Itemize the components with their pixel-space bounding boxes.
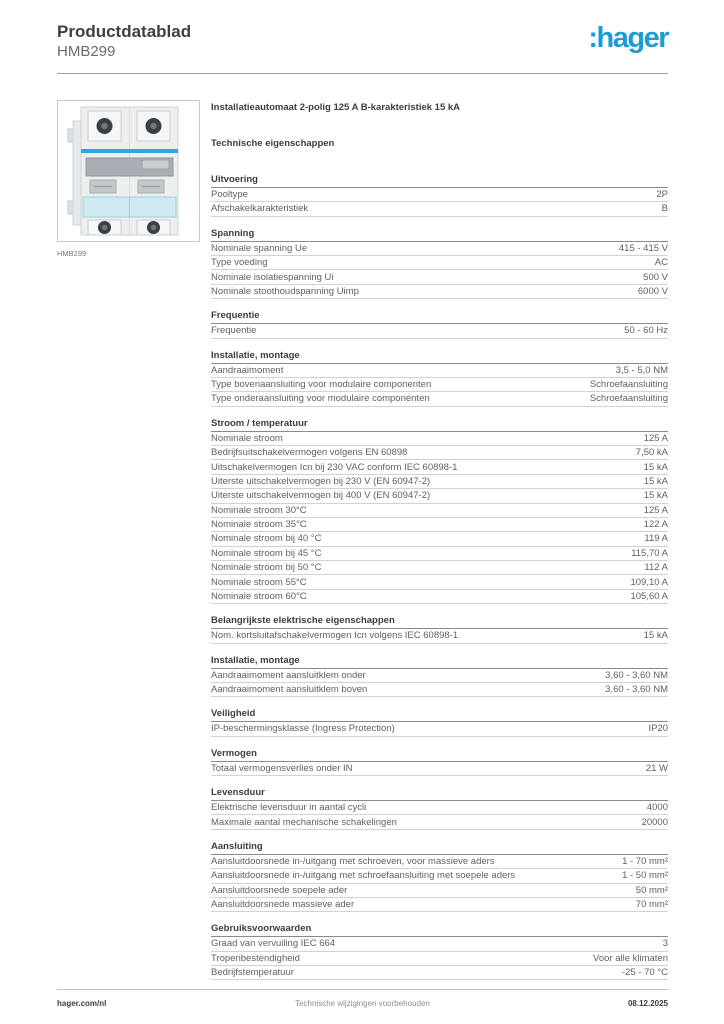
spec-row xyxy=(211,952,668,966)
spec-row-value: 119 A xyxy=(644,533,668,545)
spec-row-value: 115,70 A xyxy=(631,547,668,559)
spec-section xyxy=(211,923,668,980)
page-header xyxy=(57,22,668,62)
spec-row-value: 50 - 60 Hz xyxy=(624,325,668,337)
spec-row-label: Type onderaansluiting voor modulaire componenten xyxy=(211,393,430,405)
section-title: Stroom / temperatuur xyxy=(211,418,668,432)
spec-row-value: IP20 xyxy=(648,723,668,735)
spec-row-label: Maximale aantal mechanische schakelingen xyxy=(211,816,397,828)
spec-row-label: Afschakelkarakteristiek xyxy=(211,203,309,215)
spec-row xyxy=(211,669,668,683)
spec-row xyxy=(211,966,668,980)
spec-section xyxy=(211,615,668,643)
spec-row-value: 125 A xyxy=(643,504,668,516)
spec-row xyxy=(211,683,668,697)
spec-row-value: Schroefaansluiting xyxy=(589,393,668,405)
section-title: Veiligheid xyxy=(211,708,668,722)
footer-notice: Technische wijzigingen voorbehouden xyxy=(295,999,430,1008)
spec-row xyxy=(211,504,668,518)
spec-row-value: 3,5 - 5,0 NM xyxy=(615,364,668,376)
spec-section xyxy=(211,174,668,217)
spec-row-value: 2P xyxy=(656,189,668,201)
spec-section xyxy=(211,310,668,338)
spec-row xyxy=(211,762,668,776)
main-content xyxy=(57,100,668,981)
spec-row xyxy=(211,801,668,815)
spec-row-value: B xyxy=(661,203,668,215)
spec-section xyxy=(211,350,668,407)
spec-row-label: Nominale stroom 35°C xyxy=(211,519,307,531)
spec-row-label: Tropenbestendigheid xyxy=(211,952,300,964)
spec-row-value: AC xyxy=(654,257,668,269)
spec-row-label: Nom. kortsluitafschakelvermogen Icn volgens IEC 60898-1 xyxy=(211,630,459,642)
spec-row-label: Elektrische levensduur in aantal cycli xyxy=(211,802,367,814)
spec-row-label: Aandraaimoment aansluitklem onder xyxy=(211,669,366,681)
footer-date: 08.12.2025 xyxy=(627,999,668,1008)
spec-column xyxy=(211,100,668,981)
spec-row-value: 50 mm² xyxy=(635,884,668,896)
section-title: Installatie, montage xyxy=(211,655,668,669)
spec-row xyxy=(211,869,668,883)
spec-row-label: Aansluitdoorsnede massieve ader xyxy=(211,899,355,911)
header-title-block xyxy=(57,22,191,62)
spec-row-value: 125 A xyxy=(643,432,668,444)
spec-row-label: Pooltype xyxy=(211,189,248,201)
spec-row-label: Nominale isolatiespanning Ui xyxy=(211,271,334,283)
section-title: Aansluiting xyxy=(211,841,668,855)
spec-row-label: Nominale stroom xyxy=(211,432,283,444)
spec-row-label: Nominale stroom 55°C xyxy=(211,576,307,588)
spec-row-label: Uiterste uitschakelvermogen bij 230 V (EN 60947-2) xyxy=(211,475,431,487)
spec-row-value: Voor alle klimaten xyxy=(593,952,668,964)
spec-row-value: 1 - 70 mm² xyxy=(622,855,668,867)
spec-row-value: 20000 xyxy=(641,816,668,828)
spec-row xyxy=(211,270,668,284)
spec-row-label: Nominale stroom bij 50 °C xyxy=(211,562,322,574)
spec-row-value: 15 kA xyxy=(643,630,668,642)
spec-row-value: 7,50 kA xyxy=(635,447,668,459)
section-title: Belangrijkste elektrische eigenschappen xyxy=(211,615,668,629)
spec-section xyxy=(211,841,668,913)
section-title: Frequentie xyxy=(211,310,668,324)
spec-sections xyxy=(211,174,668,981)
spec-row-label: Aandraaimoment aansluitklem boven xyxy=(211,684,368,696)
spec-row-value: 109,10 A xyxy=(630,576,668,588)
spec-row xyxy=(211,518,668,532)
spec-row xyxy=(211,188,668,202)
spec-row-label: Aansluitdoorsnede in-/uitgang met schroefaansluiting met soepele aders xyxy=(211,870,516,882)
spec-row-value: 3,60 - 3,60 NM xyxy=(605,684,668,696)
spec-row-label: Aandraaimoment xyxy=(211,364,284,376)
hager-logo: :hager xyxy=(588,22,668,54)
spec-row xyxy=(211,815,668,829)
section-title: Spanning xyxy=(211,228,668,242)
spec-row-label: Type bovenaansluiting voor modulaire componenten xyxy=(211,379,432,391)
spec-row-label: Nominale stroom bij 40 °C xyxy=(211,533,322,545)
product-code: HMB299 xyxy=(57,43,116,61)
section-title: Vermogen xyxy=(211,748,668,762)
spec-row-label: Nominale stroom 60°C xyxy=(211,590,307,602)
doc-type-title: Productdatablad xyxy=(57,22,192,41)
spec-row-value: 15 kA xyxy=(643,490,668,502)
spec-row xyxy=(211,460,668,474)
spec-section xyxy=(211,228,668,300)
spec-row-label: Uitschakelvermogen Icn bij 230 VAC conform IEC 60898-1 xyxy=(211,461,458,473)
spec-row-value: 15 kA xyxy=(643,475,668,487)
spec-row-value: 122 A xyxy=(643,519,668,531)
spec-section xyxy=(211,655,668,698)
spec-row xyxy=(211,324,668,338)
spec-row-label: Nominale stroom 30°C xyxy=(211,504,307,516)
section-title: Levensduur xyxy=(211,787,668,801)
spec-row xyxy=(211,475,668,489)
spec-row-value: 21 W xyxy=(645,762,668,774)
spec-row xyxy=(211,242,668,256)
spec-row-value: Schroefaansluiting xyxy=(589,379,668,391)
spec-section xyxy=(211,708,668,736)
spec-row-value: 1 - 50 mm² xyxy=(622,870,668,882)
footer-divider xyxy=(57,989,668,990)
product-image-frame xyxy=(57,100,200,242)
product-title: Installatieautomaat 2-polig 125 A B-karakteristiek 15 kA xyxy=(211,101,461,113)
circuit-breaker-image xyxy=(58,101,199,241)
spec-row xyxy=(211,722,668,736)
tech-properties-heading: Technische eigenschappen xyxy=(211,137,335,149)
spec-row-label: Type voeding xyxy=(211,257,268,269)
spec-row-value: 415 - 415 V xyxy=(618,242,668,254)
spec-row-label: Nominale stroom bij 45 °C xyxy=(211,547,322,559)
product-image-caption: HMB299 xyxy=(57,248,87,258)
spec-row xyxy=(211,855,668,869)
spec-section xyxy=(211,748,668,776)
spec-row-label: Aansluitdoorsnede soepele ader xyxy=(211,884,348,896)
spec-row-value: 500 V xyxy=(643,271,668,283)
spec-row-value: 112 A xyxy=(644,562,668,574)
spec-row xyxy=(211,547,668,561)
spec-row xyxy=(211,898,668,912)
spec-row xyxy=(211,432,668,446)
spec-row-label: Uiterste uitschakelvermogen bij 400 V (EN 60947-2) xyxy=(211,490,431,502)
spec-row-label: Bedrijfsuitschakelvermogen volgens EN 60898 xyxy=(211,447,408,459)
spec-row xyxy=(211,202,668,216)
spec-row xyxy=(211,575,668,589)
product-image-column xyxy=(57,100,200,981)
spec-row xyxy=(211,532,668,546)
spec-row-value: 6000 V xyxy=(637,285,668,297)
spec-row xyxy=(211,285,668,299)
spec-row-label: Nominale spanning Ue xyxy=(211,242,308,254)
spec-row xyxy=(211,590,668,604)
page-footer xyxy=(57,989,668,1008)
spec-row-label: Bedrijfstemperatuur xyxy=(211,967,294,979)
spec-row-value: 105,60 A xyxy=(630,590,668,602)
spec-row-value: 3 xyxy=(662,938,668,950)
spec-row-value: 15 kA xyxy=(643,461,668,473)
spec-row xyxy=(211,364,668,378)
spec-section xyxy=(211,787,668,830)
spec-row-label: Aansluitdoorsnede in-/uitgang met schroeven, voor massieve aders xyxy=(211,855,495,867)
spec-row xyxy=(211,489,668,503)
section-title: Gebruiksvoorwaarden xyxy=(211,923,668,937)
spec-row xyxy=(211,256,668,270)
spec-row-value: 70 mm² xyxy=(635,899,668,911)
footer-website-link[interactable]: hager.com/nl xyxy=(57,999,107,1008)
spec-row xyxy=(211,378,668,392)
spec-row xyxy=(211,629,668,643)
spec-row xyxy=(211,937,668,951)
spec-row xyxy=(211,392,668,406)
spec-row-label: Graad van vervuiling IEC 664 xyxy=(211,938,336,950)
spec-row xyxy=(211,561,668,575)
spec-row-value: 4000 xyxy=(646,802,668,814)
spec-row xyxy=(211,884,668,898)
spec-row xyxy=(211,446,668,460)
footer-row xyxy=(57,999,668,1008)
section-title: Uitvoering xyxy=(211,174,668,188)
spec-row-value: 3,60 - 3,60 NM xyxy=(605,669,668,681)
spec-row-label: IP-beschermingsklasse (Ingress Protection) xyxy=(211,723,395,735)
header-divider xyxy=(57,73,668,74)
spec-row-label: Nominale stoothoudspanning Uimp xyxy=(211,285,359,297)
spec-row-label: Frequentie xyxy=(211,325,257,337)
spec-row-label: Totaal vermogensverlies onder IN xyxy=(211,762,353,774)
spec-row-value: -25 - 70 °C xyxy=(621,967,668,979)
section-title: Installatie, montage xyxy=(211,350,668,364)
spec-section xyxy=(211,418,668,605)
